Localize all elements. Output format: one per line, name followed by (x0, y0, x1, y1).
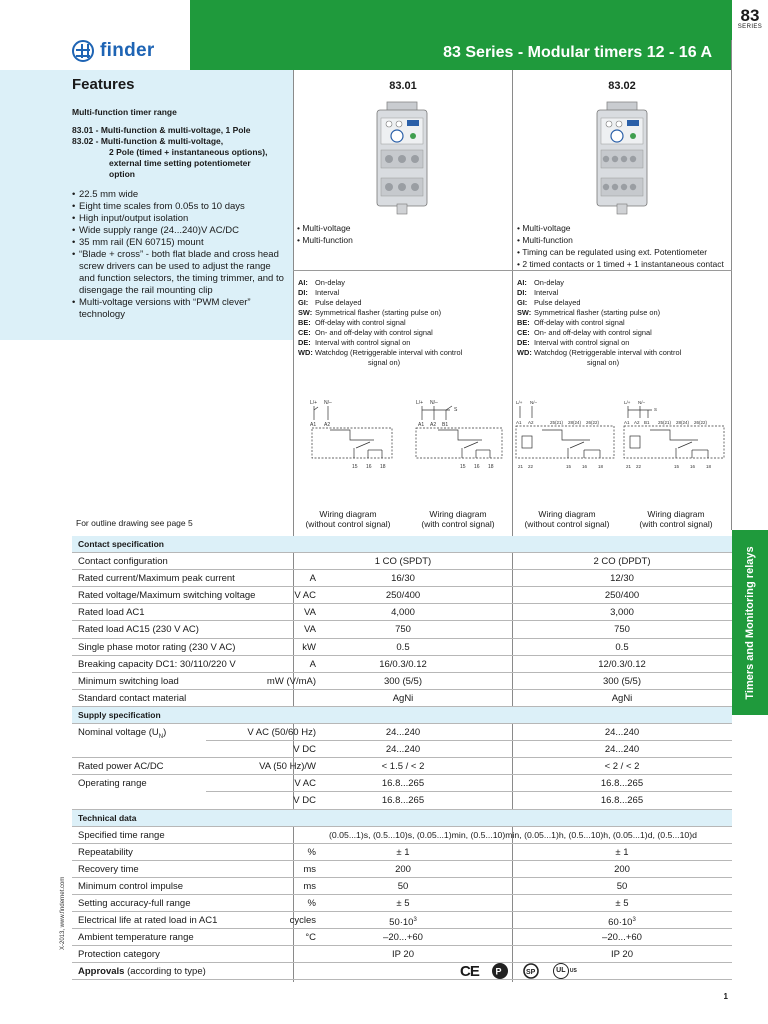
value-83-01: 16.8...265 (381, 778, 425, 790)
row-unit: V AC (294, 778, 316, 790)
side-tab-label: Timers and Monitoring relays (744, 545, 756, 700)
device-83-02-image (593, 100, 653, 216)
row-label: Minimum switching load (78, 675, 179, 687)
function-desc: Watchdog (Retriggerable interval with control (315, 348, 463, 357)
product-bullet: • 2 timed contacts or 1 timed + 1 instantaneous contact (517, 258, 724, 270)
table-row (72, 587, 732, 604)
table-row (72, 621, 732, 638)
value-83-02: 12/0.3/0.12 (598, 658, 646, 670)
row-label: Rated load AC1 (78, 607, 145, 619)
wiring-label: N/– (638, 400, 646, 405)
table-row (72, 741, 732, 758)
value-83-01: AgNi (392, 692, 414, 704)
row-label: Rated power AC/DC (78, 761, 164, 773)
table-row (72, 946, 732, 963)
spec-table (72, 536, 732, 980)
device-83-01-image (373, 100, 433, 216)
value-83-02: 200 (614, 863, 630, 875)
wiring-label: 18 (488, 464, 494, 470)
wiring-caption-title: Wiring diagram (319, 509, 377, 519)
function-desc: Pulse delayed (534, 298, 581, 307)
wiring-caption (403, 509, 513, 529)
wiring-label: A2 (528, 420, 534, 425)
section-title: Technical data (78, 812, 137, 823)
wiring-label: L/+ (516, 400, 523, 405)
function-desc-cont: signal on) (587, 358, 620, 367)
value-83-01: ± 1 (396, 846, 410, 858)
function-code: CE: (298, 328, 311, 337)
function-code: GI: (298, 298, 309, 307)
value-83-02: IP 20 (610, 949, 633, 961)
table-row (72, 895, 732, 912)
section-header-supply (72, 707, 732, 724)
function-code: SW: (517, 308, 532, 317)
header-band (190, 0, 732, 70)
time-range-value: (0.05...1)s, (0.5...10)s, (0.05...1)min, (0.5...10)min, (0.05...1)h, (0.5...10)h, (0.05...1)d, (0.5...10)d (329, 829, 697, 840)
table-row (72, 963, 732, 980)
function-code: DI: (517, 288, 527, 297)
value-83-02: 250/400 (604, 590, 640, 602)
wiring-label: 16 (690, 464, 696, 469)
product-code-83-02: 83.02 (608, 80, 636, 92)
section-side-tab (732, 530, 768, 715)
value-83-01: 4,000 (391, 607, 415, 619)
row-unit: ms (303, 880, 316, 892)
wiring-label: 26(22) (694, 420, 708, 425)
row-label: Setting accuracy-full range (78, 897, 191, 909)
wiring-label: 15 (566, 464, 572, 469)
value-83-02: 16.8...265 (600, 795, 644, 807)
row-unit: V DC (293, 744, 316, 756)
brand-name: finder (100, 40, 155, 61)
function-desc: Symmetrical flasher (starting pulse on) (534, 308, 661, 317)
row-label: Rated load AC15 (230 V AC) (78, 624, 199, 636)
table-row (72, 673, 732, 690)
row-unit: ms (303, 863, 316, 875)
table-row (72, 570, 732, 587)
row-unit: % (307, 846, 316, 858)
gost-mark-icon (491, 962, 509, 980)
wiring-diagram-83-02-b (622, 396, 730, 476)
function-row (298, 328, 462, 338)
value-83-01: 1 CO (SPDT) (374, 556, 432, 568)
table-row (72, 553, 732, 570)
product-83-02-bullets (517, 222, 724, 270)
function-row (298, 338, 462, 348)
function-code: AI: (298, 278, 308, 287)
function-code: DI: (298, 288, 308, 297)
function-desc: Symmetrical flasher (starting pulse on) (315, 308, 442, 317)
wiring-label: 18 (598, 464, 604, 469)
table-row (72, 844, 732, 861)
wiring-label: N/– (430, 400, 438, 406)
function-row (298, 318, 462, 328)
features-heading: Features (72, 76, 135, 93)
feature-item: • 35 mm rail (EN 60715) mount (72, 237, 284, 249)
wiring-label: 26(22) (586, 420, 600, 425)
wiring-caption (621, 509, 731, 529)
wiring-label: 16 (474, 464, 480, 470)
life-base: 60·10 (608, 917, 633, 929)
row-label: Protection category (78, 949, 160, 961)
wiring-label: 25(21) (658, 420, 672, 425)
wiring-label: 18 (380, 464, 386, 470)
wiring-label: S (454, 407, 458, 413)
wiring-caption-note: (without control signal) (524, 519, 610, 529)
finder-logo-icon (72, 40, 94, 62)
wiring-label: 18 (706, 464, 712, 469)
function-row (517, 298, 681, 308)
life-base: 50·10 (389, 917, 414, 929)
table-row (72, 604, 732, 621)
wiring-label: A2 (324, 422, 331, 428)
function-code: GI: (517, 298, 528, 307)
section-header-contact (72, 536, 732, 553)
value-83-02: 12/30 (610, 573, 634, 585)
csa-mark-icon (521, 962, 541, 980)
page-title: 83 Series - Modular timers 12 - 16 A (443, 44, 712, 61)
wiring-label: B1 (442, 422, 449, 428)
column-divider (731, 40, 732, 530)
value-83-01: 16/0.3/0.12 (379, 658, 427, 670)
option-83-02-line1: 83.02 - Multi-function & multi-voltage, (72, 136, 224, 146)
series-badge (732, 0, 768, 40)
value-83-01: ± 5 (396, 897, 410, 909)
function-row (517, 278, 681, 288)
option-83-02-line4: option (109, 169, 135, 179)
wiring-label: L/+ (416, 400, 424, 406)
product-bullet: • Multi-function (297, 234, 353, 246)
function-row (517, 308, 681, 318)
table-row (72, 912, 732, 929)
row-label: Ambient temperature range (78, 932, 194, 944)
function-desc: Interval (534, 288, 559, 297)
wiring-label: A1 (418, 422, 425, 428)
series-label: SERIES (737, 24, 763, 30)
wiring-label: 28(24) (676, 420, 690, 425)
row-unit: V DC (293, 795, 316, 807)
function-desc: Pulse delayed (315, 298, 362, 307)
function-row (298, 298, 462, 308)
value-83-01: IP 20 (391, 949, 414, 961)
function-row (517, 318, 681, 328)
product-bullet: • Multi-voltage (517, 222, 724, 234)
series-number: 83 (740, 6, 760, 25)
feature-item: • High input/output isolation (72, 213, 284, 225)
function-desc: Off-delay with control signal (315, 318, 406, 327)
value-83-01: 24...240 (385, 727, 421, 739)
section-title: Contact specification (78, 539, 164, 549)
section-header-technical (72, 810, 732, 827)
row-label: Operating range (78, 778, 147, 790)
feature-item: • Multi-voltage versions with “PWM clever” technology (72, 297, 284, 321)
outline-note: For outline drawing see page 5 (76, 518, 193, 528)
value-83-02: 24...240 (604, 744, 640, 756)
row-unit: cycles (289, 915, 316, 927)
table-row (72, 639, 732, 656)
product-83-01-functions (298, 278, 462, 368)
row-label: Recovery time (78, 863, 139, 875)
value-83-01: 16/30 (391, 573, 415, 585)
wiring-label: 28(24) (568, 420, 582, 425)
table-row (72, 656, 732, 673)
function-code: BE: (298, 318, 311, 327)
value-83-01: 24...240 (385, 744, 421, 756)
value-83-01: < 1.5 / < 2 (381, 761, 425, 773)
function-code: SW: (298, 308, 313, 317)
wiring-caption-title: Wiring diagram (647, 509, 705, 519)
product-83-01-bullets (297, 222, 353, 246)
wiring-label: 21 (518, 464, 524, 469)
function-code: WD: (517, 348, 532, 357)
function-desc: On- and off-delay with control signal (315, 328, 433, 337)
wiring-label: 16 (582, 464, 588, 469)
table-row (72, 792, 732, 809)
value-83-01: 750 (395, 624, 411, 636)
row-unit: V AC (294, 590, 316, 602)
wiring-caption-note: (with control signal) (421, 519, 495, 529)
table-row (72, 827, 732, 844)
function-desc: Watchdog (Retriggerable interval with control (534, 348, 682, 357)
function-code: DE: (517, 338, 530, 347)
value-83-02: 2 CO (DPDT) (593, 556, 651, 568)
ce-mark-icon: CE (460, 962, 479, 980)
table-row (72, 758, 732, 775)
value-83-02: 24...240 (604, 727, 640, 739)
wiring-diagram-83-01-b (410, 396, 510, 476)
function-desc-cont: signal on) (368, 358, 401, 367)
wiring-label: 21 (626, 464, 632, 469)
value-83-02: ± 5 (615, 897, 629, 909)
wiring-label: N/– (324, 400, 332, 406)
function-desc: Interval (315, 288, 340, 297)
row-label: Minimum control impulse (78, 880, 184, 892)
wiring-label: 15 (674, 464, 680, 469)
value-83-01: 0.5 (396, 641, 410, 653)
nominal-voltage-label: Nominal voltage (U (78, 727, 159, 739)
row-label: Standard contact material (78, 692, 187, 704)
row-unit: A (309, 573, 316, 585)
value-83-02: 0.5 (615, 641, 629, 653)
wiring-caption-note: (with control signal) (639, 519, 713, 529)
row-unit: mW (V/mA) (266, 675, 316, 687)
row-unit: VA (304, 607, 316, 619)
wiring-caption-title: Wiring diagram (538, 509, 596, 519)
row-unit: °C (305, 932, 316, 944)
wiring-caption (512, 509, 622, 529)
features-list (72, 189, 284, 321)
finder-logo (72, 40, 155, 62)
option-83-02-line2: 2 Pole (timed + instantaneous options), (109, 147, 268, 157)
value-83-02: 750 (614, 624, 630, 636)
wiring-label: N/– (530, 400, 538, 405)
value-83-01: 200 (395, 863, 411, 875)
wiring-label: S (654, 407, 658, 412)
function-code: BE: (517, 318, 530, 327)
function-code: AI: (517, 278, 527, 287)
ul-mark-letters: UL (553, 963, 569, 979)
wiring-label: A1 (310, 422, 317, 428)
value-83-02: 300 (5/5) (602, 675, 642, 687)
function-row (517, 348, 681, 358)
row-label: Breaking capacity DC1: 30/110/220 V (78, 658, 236, 670)
row-unit: VA (304, 624, 316, 636)
page-number: 1 (723, 992, 728, 1001)
row-unit: % (307, 897, 316, 909)
value-83-02: ± 1 (615, 846, 629, 858)
wiring-label: A2 (430, 422, 437, 428)
function-desc: Interval with control signal on (315, 338, 411, 347)
function-code: CE: (517, 328, 530, 337)
row-unit: kW (302, 641, 316, 653)
function-row (298, 308, 462, 318)
function-row (298, 278, 462, 288)
option-83-02-line3: external time setting potentiometer (109, 158, 251, 168)
row-label: Electrical life at rated load in AC1 (78, 915, 218, 927)
wiring-label: L/+ (310, 400, 318, 406)
function-desc: Interval with control signal on (534, 338, 630, 347)
value-83-02: AgNi (611, 692, 633, 704)
table-row (72, 929, 732, 946)
wiring-label: 22 (636, 464, 642, 469)
table-row (72, 861, 732, 878)
function-row (517, 328, 681, 338)
logo-area (0, 0, 190, 70)
value-83-02: 16.8...265 (600, 778, 644, 790)
row-unit: VA (50 Hz)/W (259, 761, 316, 773)
life-exponent: 3 (413, 917, 417, 924)
wiring-diagram-83-01-a (300, 396, 400, 476)
function-code: DE: (298, 338, 311, 347)
function-desc: On-delay (315, 278, 345, 287)
nominal-voltage-close: ) (163, 727, 167, 739)
wiring-label: 15 (352, 464, 358, 470)
wiring-label: 25(21) (550, 420, 564, 425)
feature-item: • 22.5 mm wide (72, 189, 284, 201)
feature-item: • “Blade + cross” - both flat blade and cross head screw drivers can be used to adjust the range and function selectors, the timing trimmer, and to disengage the rail mounting clip (72, 249, 284, 297)
side-note: X-2013, www.findernet.com (60, 876, 66, 950)
feature-item: • Wide supply range (24...240)V AC/DC (72, 225, 284, 237)
function-row (298, 288, 462, 298)
wiring-label: 16 (366, 464, 372, 470)
nominal-voltage-sub: N (158, 733, 164, 740)
features-subtitle: Multi-function timer range (72, 107, 177, 117)
wiring-label: 22 (528, 464, 534, 469)
approvals-label: Approvals (78, 966, 125, 978)
wiring-label: B1 (644, 420, 650, 425)
value-83-01: 300 (5/5) (383, 675, 423, 687)
value-83-02: 50 (616, 880, 628, 892)
product-bullet: • Multi-function (517, 234, 724, 246)
product-bullet: • Timing can be regulated using ext. Potentiometer (517, 246, 724, 258)
features-panel (0, 70, 293, 340)
life-exponent: 3 (632, 917, 636, 924)
wiring-label: A1 (624, 420, 630, 425)
divider (293, 270, 732, 271)
function-desc: On-delay (534, 278, 564, 287)
value-83-01: 50 (397, 880, 409, 892)
row-label (78, 963, 206, 980)
certification-marks (460, 962, 577, 980)
svg-text:SP: SP (525, 969, 536, 976)
value-83-01: 250/400 (385, 590, 421, 602)
row-label: Rated voltage/Maximum switching voltage (78, 590, 256, 602)
function-row (517, 288, 681, 298)
approvals-note: (according to type) (127, 966, 206, 978)
table-row (72, 878, 732, 895)
product-code-83-01: 83.01 (389, 80, 417, 92)
table-row (72, 775, 732, 792)
wiring-label: 15 (460, 464, 466, 470)
row-unit: A (309, 658, 316, 670)
table-row (72, 690, 732, 707)
table-row (72, 724, 732, 741)
row-label: Specified time range (78, 829, 165, 841)
function-row (517, 338, 681, 348)
svg-text:P: P (495, 966, 502, 977)
row-label: Single phase motor rating (230 V AC) (78, 641, 236, 653)
wiring-caption-title: Wiring diagram (429, 509, 487, 519)
function-desc: On- and off-delay with control signal (534, 328, 652, 337)
row-unit: V AC (50/60 Hz) (247, 727, 316, 739)
row-label: Rated current/Maximum peak current (78, 573, 235, 585)
wiring-caption-note: (without control signal) (305, 519, 391, 529)
row-label: Repeatability (78, 846, 133, 858)
ul-mark-icon (553, 963, 577, 979)
wiring-label: L/+ (624, 400, 631, 405)
section-title: Supply specification (78, 709, 161, 720)
value-83-01: –20...+60 (383, 932, 423, 944)
function-row (298, 348, 462, 358)
row-label: Contact configuration (78, 556, 168, 568)
feature-item: • Eight time scales from 0.05s to 10 days (72, 201, 284, 213)
wiring-diagram-83-02-a (512, 396, 620, 476)
option-83-01: 83.01 - Multi-function & multi-voltage, 1 Pole (72, 125, 251, 135)
function-desc: Off-delay with control signal (534, 318, 625, 327)
function-code: WD: (298, 348, 313, 357)
product-bullet: • Multi-voltage (297, 222, 353, 234)
wiring-label: A2 (634, 420, 640, 425)
product-83-02-functions (517, 278, 681, 368)
value-83-02: < 2 / < 2 (604, 761, 640, 773)
wiring-caption (293, 509, 403, 529)
ul-mark-us: US (569, 968, 577, 974)
value-83-02: –20...+60 (602, 932, 642, 944)
wiring-label: A1 (516, 420, 522, 425)
value-83-02: 3,000 (610, 607, 634, 619)
value-83-01: 16.8...265 (381, 795, 425, 807)
